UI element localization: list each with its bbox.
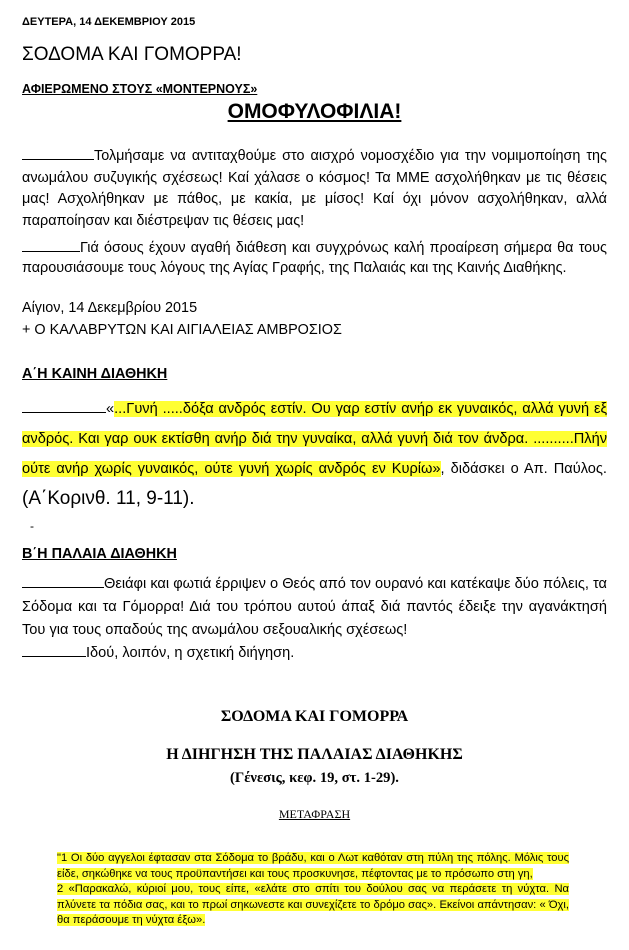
intro-paragraph-2-text: Γιά όσους έχουν αγαθή διάθεση και συγχρόνως καλή προαίρεση σήμερα θα τους παρουσιάσουμε τους λόγους της Αγίας Γραφής, της Παλαιάς και της Καινής Διαθήκης. bbox=[22, 240, 607, 276]
subject-heading: ΟΜΟΦΥΛΟΦΙΛΙΑ! bbox=[227, 100, 402, 123]
verse-1 bbox=[57, 851, 569, 882]
section-heading-new-testament: Α΄Η ΚΑΙΝΗ ΔΙΑΘΗΚΗ bbox=[22, 366, 168, 382]
story-reference: (Γένεσις, κεφ. 19, στ. 1-29). bbox=[230, 770, 399, 786]
translation-verses bbox=[57, 851, 569, 929]
story-title: ΣΟΔΟΜΑ ΚΑΙ ΓΟΜΟΡΡΑ bbox=[220, 708, 409, 725]
new-testament-quote-paragraph bbox=[22, 394, 607, 515]
blank-line bbox=[22, 237, 80, 252]
intro-paragraph-2 bbox=[22, 237, 607, 278]
blank-line bbox=[22, 642, 86, 657]
page-title: ΣΟΔΟΜΑ ΚΑΙ ΓΟΜΟΡΡΑ! bbox=[22, 44, 242, 65]
old-testament-paragraph-1 bbox=[22, 573, 607, 642]
highlighted-quote: ...Γυνή .....δόξα ανδρός εστίν. Ου γαρ εστίν ανήρ εκ γυναικός, αλλά γυνή εξ ανδρός. Και γαρ ουκ εκτίσθη ανήρ διά την γυναίκα, αλλά γυνή διά τον άνδρα. ..........Πλήν ούτε ανήρ χωρίς γυναικός, ούτε γυνή χωρίς ανδρός εν Κυρίω» bbox=[22, 401, 607, 477]
intro-paragraph-1-text: Τολμήσαμε να αντιταχθούμε στο αισχρό νομοσχέδιο για την νομιμοποίηση της ανωμάλου συζυγικής σχέσεως! Καί χάλασε ο κόσμος! Τα ΜΜΕ ασχολήθηκαν με τις θέσεις μας! Ασχολήθηκαν με πάθος, με κακία, με μίσος! Καί όχι μόνον ασχολήθηκαν, αλλά παραποίησαν και διέστρεψαν τις θέσεις μας! bbox=[22, 148, 607, 229]
verse-1-text: "1 Οι δύο αγγελοι έφτασαν στα Σόδομα το βράδυ, και ο Λωτ καθόταν στη πύλη της πόλης. Μόλις τους είδε, σηκώθηκε να τους προϋπαντήσει και τους προσκυνησε, πέφτοντας με το πρόσωπο στη γη, bbox=[57, 852, 569, 880]
verse-2 bbox=[57, 882, 569, 929]
old-testament-paragraph-2-text: Ιδού, λοιπόν, η σχετική διήγηση. bbox=[86, 645, 295, 661]
blank-line bbox=[22, 145, 94, 160]
signature: + Ο ΚΑΛΑΒΡΥΤΩΝ ΚΑΙ ΑΙΓΙΑΛΕΙΑΣ ΑΜΒΡΟΣΙΟΣ bbox=[22, 322, 342, 338]
translation-label: ΜΕΤΑΦΡΑΣΗ bbox=[278, 807, 351, 821]
old-testament-paragraph-2 bbox=[22, 642, 607, 665]
dedication: ΑΦΙΕΡΩΜΕΝΟ ΣΤΟΥΣ «ΜΟΝΤΕΡΝΟΥΣ» bbox=[22, 82, 258, 96]
old-testament-paragraph-1-text: Θειάφι και φωτιά έρριψεν ο Θεός από τον ουρανό και κατέκαψε δύο πόλεις, τα Σόδομα και τα Γόμορρα! Διά του τρόπου αυτού άπαξ διά παντός έδειξε την αγανάκτησή Του για τους οπαδούς της ανωμάλου σεξουαλικής σχέσεως! bbox=[22, 576, 607, 638]
blank-line bbox=[22, 573, 104, 588]
scripture-reference: (Α΄Κορινθ. 11, 9-11). bbox=[22, 488, 195, 509]
section-heading-old-testament: Β΄Η ΠΑΛΑΙΑ ΔΙΑΘΗΚΗ bbox=[22, 546, 177, 562]
blank-line bbox=[22, 398, 106, 413]
date-header: ΔΕΥΤΕΡΑ, 14 ΔΕΚΕΜΒΡΙΟΥ 2015 bbox=[22, 16, 196, 28]
dash-mark: - bbox=[30, 519, 34, 533]
intro-paragraph-1 bbox=[22, 145, 607, 232]
story-subtitle: Η ΔΙΗΓΗΣΗ ΤΗΣ ΠΑΛΑΙΑΣ ΔΙΑΘΗΚΗΣ bbox=[166, 746, 463, 763]
teaches-text: , διδάσκει ο Απ. Παύλος. bbox=[440, 461, 607, 477]
verse-2-text: 2 «Παρακαλώ, κύριοί μου, τους είπε, «ελάτε στο σπίτι του δούλου σας να περάσετε τη νύχτα. Να πλύνετε τα πόδια σας, και το πρωί σηκωνεστε και συνεχίζετε το δρόμο σας». Εκείνοι απάντησαν: « Όχι, θα περάσουμε τη νύχτα έξω». bbox=[57, 883, 569, 927]
old-testament-paragraphs bbox=[22, 573, 607, 665]
place-date: Αίγιον, 14 Δεκεμβρίου 2015 bbox=[22, 300, 198, 316]
open-quote: « bbox=[106, 401, 115, 417]
